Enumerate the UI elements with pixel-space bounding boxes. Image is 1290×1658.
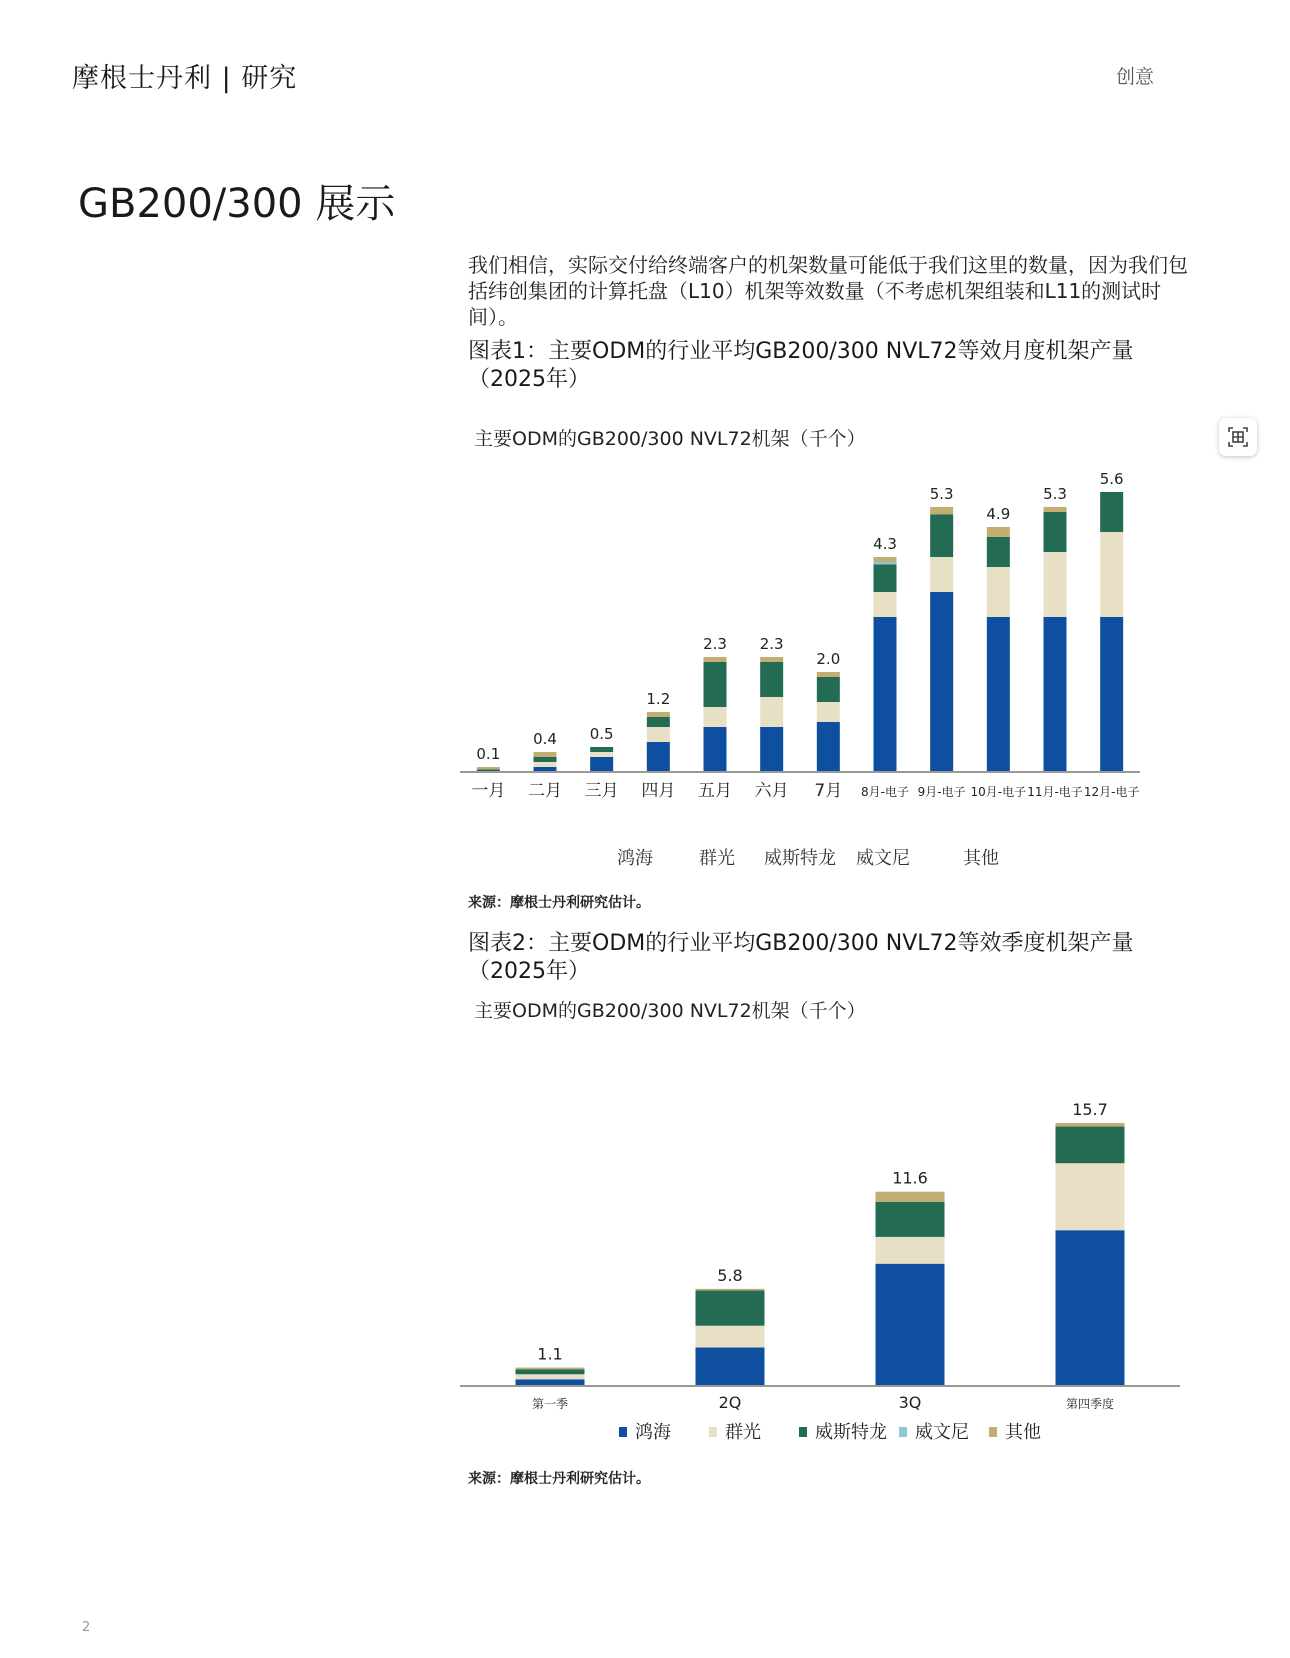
- c2-bar-segment: [696, 1347, 765, 1386]
- chart1-group-label: 鸿海: [617, 848, 653, 869]
- c1-bar-segment: [704, 657, 727, 662]
- c1-bar-segment: [760, 662, 783, 697]
- c1-bar-segment: [647, 712, 670, 717]
- c2-total-label: 5.8: [717, 1265, 743, 1285]
- c1-total-label: 0.5: [589, 725, 614, 743]
- c2-bar-segment: [876, 1264, 945, 1386]
- c2-category-label: 第一季: [531, 1397, 569, 1411]
- c2-bar-segment: [1056, 1163, 1125, 1230]
- chart1-source: 来源：摩根士丹利研究估计。: [468, 895, 650, 911]
- c1-bar-segment: [987, 527, 1010, 537]
- c2-total-label: 11.6: [892, 1168, 928, 1188]
- c1-category-label: 7月: [814, 781, 843, 801]
- c2-bar-segment: [516, 1369, 585, 1374]
- c1-bar-segment: [647, 717, 670, 727]
- c1-bar-segment: [760, 727, 783, 772]
- c1-bar-segment: [590, 757, 613, 772]
- c1-category-label: 一月: [471, 781, 506, 801]
- intro-paragraph: 我们相信，实际交付给终端客户的机架数量可能低于我们这里的数量，因为我们包括纬创集团的计算托盘（L10）机架等效数量（不考虑机架组装和L11的测试时间）。: [468, 253, 1188, 329]
- c1-category-label: 11月-电子: [1027, 785, 1083, 799]
- c2-bar-segment: [1056, 1123, 1125, 1126]
- c2-bar-segment: [876, 1192, 945, 1202]
- c1-category-label: 12月-电子: [1083, 785, 1140, 799]
- legend-label: 群光: [725, 1422, 761, 1443]
- c1-bar-segment: [1100, 532, 1123, 617]
- c1-total-label: 2.0: [816, 650, 841, 668]
- c2-bar-segment: [1056, 1230, 1125, 1386]
- c1-bar-segment: [874, 562, 897, 565]
- c1-bar-segment: [987, 537, 1010, 567]
- c1-total-label: 5.3: [929, 485, 954, 503]
- c1-bar-segment: [760, 697, 783, 727]
- c1-bar-segment: [930, 515, 953, 558]
- c1-total-label: 0.4: [533, 730, 557, 748]
- section-tag[interactable]: 创意: [1115, 66, 1154, 88]
- page-title: GB200/300 展示: [78, 181, 396, 227]
- c1-bar-segment: [930, 507, 953, 515]
- c2-category-label: 第四季度: [1065, 1397, 1115, 1411]
- c1-bar-segment: [477, 767, 500, 770]
- c2-bar-segment: [876, 1202, 945, 1237]
- c1-bar-segment: [534, 762, 557, 767]
- c1-total-label: 0.1: [476, 745, 501, 763]
- c1-category-label: 三月: [584, 781, 619, 801]
- c1-bar-segment: [534, 752, 557, 757]
- c2-bar-segment: [1056, 1126, 1125, 1163]
- c1-category-label: 10月-电子: [970, 785, 1027, 799]
- legend-label: 鸿海: [635, 1422, 671, 1443]
- c1-bar-segment: [874, 617, 897, 772]
- c2-bar-segment: [696, 1326, 765, 1348]
- c1-bar-segment: [647, 742, 670, 772]
- c1-bar-segment: [874, 557, 897, 562]
- page-number: 2: [82, 1620, 91, 1635]
- c1-total-label: 4.9: [986, 505, 1011, 523]
- c1-bar-segment: [704, 707, 727, 727]
- c2-bar-segment: [516, 1379, 585, 1386]
- c1-bar-segment: [1100, 617, 1123, 772]
- c1-bar-segment: [1044, 512, 1067, 552]
- legend-item: [989, 1422, 1041, 1443]
- c1-bar-segment: [647, 727, 670, 742]
- c1-total-label: 1.2: [646, 690, 671, 708]
- c1-bar-segment: [987, 617, 1010, 772]
- c1-bar-segment: [930, 592, 953, 772]
- c2-bar-segment: [876, 1237, 945, 1264]
- c1-bar-segment: [590, 752, 613, 757]
- c2-total-label: 15.7: [1072, 1100, 1108, 1120]
- c2-total-label: 1.1: [537, 1344, 563, 1364]
- c2-bar-segment: [696, 1289, 765, 1291]
- chart2-source: 来源：摩根士丹利研究估计。: [468, 1471, 650, 1487]
- c1-bar-segment: [817, 702, 840, 722]
- legend-item: [619, 1422, 671, 1443]
- c1-bar-segment: [1100, 492, 1123, 532]
- c1-bar-segment: [1044, 552, 1067, 617]
- c1-bar-segment: [987, 567, 1010, 617]
- c1-category-label: 五月: [698, 781, 732, 801]
- legend-item: [799, 1422, 887, 1443]
- c1-bar-segment: [534, 757, 557, 762]
- c1-total-label: 5.6: [1099, 470, 1124, 488]
- chart1-group-label: 其他: [963, 848, 999, 869]
- scan-icon: [1226, 425, 1250, 449]
- c2-bar-segment: [516, 1374, 585, 1379]
- chart1-group-label: 群光: [699, 848, 735, 869]
- chart1-group-label: 威文尼: [856, 848, 910, 869]
- scan-button[interactable]: [1219, 418, 1257, 456]
- c1-bar-segment: [704, 727, 727, 772]
- chart1-title: 图表1：主要ODM的行业平均GB200/300 NVL72等效月度机架产量（2025年）: [468, 339, 1134, 392]
- c1-total-label: 2.3: [703, 635, 727, 653]
- legend-label: 威文尼: [915, 1422, 969, 1443]
- legend-label: 其他: [1005, 1422, 1041, 1443]
- chart2-subtitle: 主要ODM的GB200/300 NVL72机架（千个）: [474, 1000, 866, 1022]
- c1-category-label: 9月-电子: [917, 785, 966, 799]
- legend-label: 威斯特龙: [815, 1422, 887, 1443]
- chart2-title: 图表2：主要ODM的行业平均GB200/300 NVL72等效季度机架产量（2025年）: [468, 931, 1134, 984]
- c1-bar-segment: [930, 557, 953, 592]
- c1-bar-segment: [874, 592, 897, 617]
- c2-category-label: 2Q: [718, 1393, 742, 1412]
- c1-bar-segment: [817, 672, 840, 677]
- c1-total-label: 4.3: [873, 535, 897, 553]
- c1-bar-segment: [590, 747, 613, 752]
- c1-bar-segment: [817, 677, 840, 702]
- c1-category-label: 二月: [528, 781, 562, 801]
- chart1-subtitle: 主要ODM的GB200/300 NVL72机架（千个）: [474, 428, 866, 450]
- chart1-group-label: 威斯特龙: [764, 848, 836, 869]
- c1-bar-segment: [760, 657, 783, 662]
- c2-bar-segment: [516, 1368, 585, 1370]
- c2-category-label: 3Q: [898, 1393, 922, 1412]
- c1-total-label: 5.3: [1043, 485, 1067, 503]
- c1-category-label: 8月-电子: [861, 785, 909, 799]
- c1-bar-segment: [1044, 617, 1067, 772]
- legend-item: [709, 1422, 761, 1443]
- c1-bar-segment: [704, 662, 727, 707]
- chart1: [460, 450, 1220, 880]
- c2-bar-segment: [696, 1291, 765, 1326]
- chart2: [460, 1060, 1220, 1460]
- brand-header: 摩根士丹利 | 研究: [72, 63, 298, 94]
- c1-category-label: 四月: [641, 781, 676, 801]
- c1-bar-segment: [874, 565, 897, 593]
- legend-item: [899, 1422, 969, 1443]
- c1-category-label: 六月: [754, 781, 789, 801]
- c1-bar-segment: [1044, 507, 1067, 512]
- c1-total-label: 2.3: [759, 635, 784, 653]
- c1-bar-segment: [817, 722, 840, 772]
